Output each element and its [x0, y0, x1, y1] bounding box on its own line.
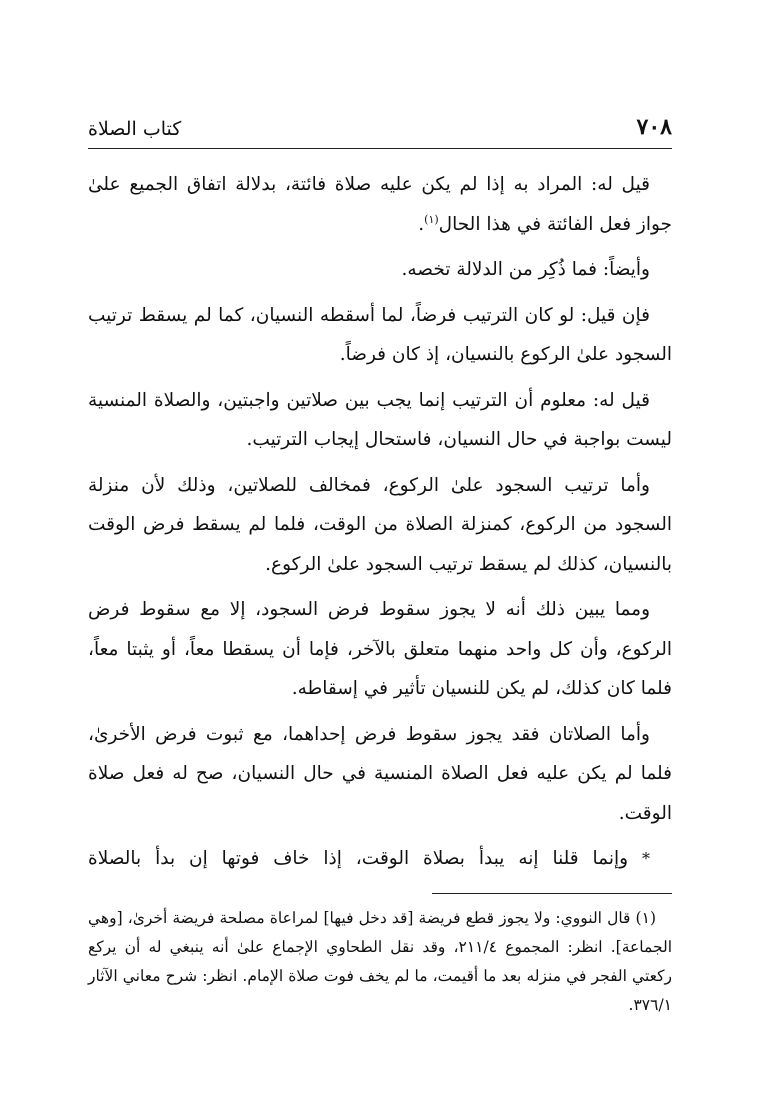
running-title: كتاب الصلاة — [88, 118, 182, 140]
paragraph-text: وإنما قلنا إنه يبدأ بصلاة الوقت، إذا خاف فوتها إن بدأ بالصلاة — [88, 848, 629, 869]
star-marker: * — [642, 849, 650, 868]
paragraph: ومما يبين ذلك أنه لا يجوز سقوط فرض السجود، إلا مع سقوط فرض الركوع، وأن كل واحد منهما متعلق بالآخر، فإما أن يسقطا معاً، أو يثبتا معاً، فلما كان كذلك، لم يكن للنسيان تأثير في إسقاطه. — [88, 599, 672, 699]
page-header — [88, 108, 672, 149]
paragraph-text: قيل له: المراد به إذا لم يكن عليه صلاة فائتة، بدلالة اتفاق الجميع علىٰ جواز فعل الفائتة في هذا الحال — [88, 174, 672, 235]
paragraph — [88, 839, 672, 879]
main-text — [88, 165, 672, 879]
paragraph: قيل له: معلوم أن الترتيب إنما يجب بين صلاتين واجبتين، والصلاة المنسية ليست بواجبة في حال النسيان، فاستحال إيجاب الترتيب. — [88, 389, 672, 450]
paragraph: وأيضاً: فما ذُكِر من الدلالة تخصه. — [401, 259, 650, 280]
paragraph-tail: . — [418, 213, 425, 235]
paragraph: وأما الصلاتان فقد يجوز سقوط فرض إحداهما، مع ثبوت فرض الأخرىٰ، فلما لم يكن عليه فعل الصلاة المنسية في حال النسيان، صح له فعل صلاة الوقت. — [88, 723, 672, 824]
footnote-divider — [432, 893, 672, 894]
paragraph: فإن قيل: لو كان الترتيب فرضاً، لما أسقطه النسيان، كما لم يسقط ترتيب السجود علىٰ الركوع بالنسيان، إذ كان فرضاً. — [88, 304, 672, 365]
paragraph: وأما ترتيب السجود علىٰ الركوع، فمخالف للصلاتين، وذلك لأن منزلة السجود من الركوع، كمنزلة الصلاة من الوقت، فلما لم يسقط فرض الوقت بالنسيان، كذلك لم يسقط ترتيب السجود علىٰ الركوع. — [88, 474, 672, 575]
footnotes — [88, 904, 672, 1020]
paragraph — [88, 165, 672, 244]
page-number: ٧٠٨ — [636, 114, 672, 140]
footnote: (١) قال النووي: ولا يجوز قطع فريضة [قد دخل فيها] لمراعاة مصلحة فريضة أخرىٰ، [وهي الجماعة]. انظر: المجموع ٢١١/٤، وقد نقل الطحاوي الإجماع علىٰ أنه ينبغي له أن يركع ركعتي الفجر في منزله بعد ما أقيمت، ما لم يخف فوت صلاة الإمام. انظر: شرح معاني الآثار ٣٧٦/١. — [88, 908, 672, 1014]
footnote-reference[interactable]: (١) — [424, 212, 439, 226]
book-page — [88, 108, 672, 1020]
